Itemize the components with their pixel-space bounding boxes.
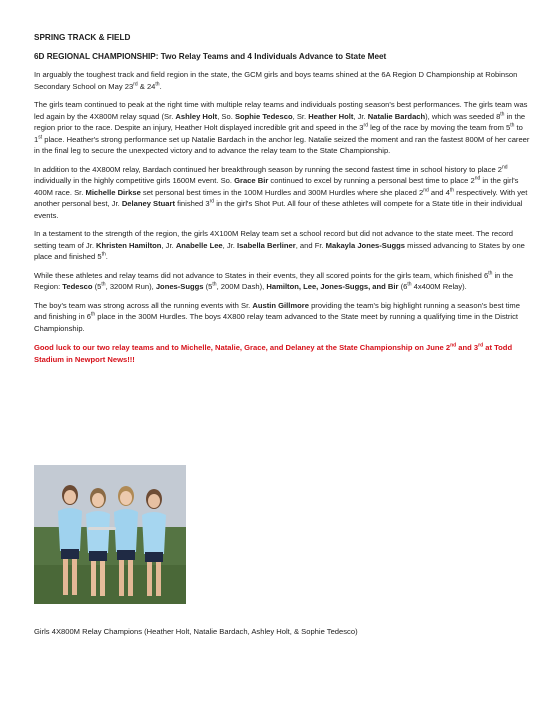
athlete-name: Heather Holt bbox=[308, 111, 354, 121]
athlete-name: Isabella Berliner bbox=[237, 240, 296, 250]
athlete-name: Ashley Holt bbox=[175, 111, 218, 121]
relay-team-photo bbox=[34, 465, 186, 604]
paragraph-girls-relay: The girls team continued to peak at the right time with multiple relay teams and individuals posting season's best performances. The girls team was led again by the 4X800M relay squad (Sr. Ashley Holt, So. Sophie Tedesco, Sr. Heather Holt, Jr. Natalie Bardach), which was seeded 8th in the region prior to the race. Despite an injury, Heather Holt displayed incredible grit and speed in the 3rd leg of the race by moving the team from 5th to 1st place. Heather's strong performance set up Natalie Bardach in the anchor leg. Natalie seized the moment and ran the fastest 800M of her career in the final leg to secure the unexpected victory and to advance the relay team to the State Championship. bbox=[34, 100, 530, 155]
athlete-name: Austin Gillmore bbox=[252, 300, 309, 310]
athlete-name: Jones-Suggs bbox=[155, 282, 204, 291]
athlete-name: Hamilton, Lee, Jones-Suggs, and Bir bbox=[266, 282, 399, 291]
paragraph-individuals: In addition to the 4X800M relay, Bardach continued her breakthrough season by running the second fastest time in school history to place 2nd individually in the highly competitive girls 1600M event. So. Grace Bir continued to excel by running a personal best time to place 2nd in the girl's 400M race. Sr. Michelle Dirkse set personal best times in the 100M Hurdles and 300M Hurdles where she placed 2nd and 4th respectively. With yet another personal best, Jr. Delaney Stuart finished 3rd in the girl's Shot Put. All four of these athletes will compete for a State title in their individual events. bbox=[34, 163, 528, 220]
photo-illustration bbox=[34, 465, 186, 604]
article bbox=[34, 32, 532, 365]
athlete-name: Natalie Bardach bbox=[367, 111, 426, 121]
athlete-name: Sophie Tedesco bbox=[234, 111, 293, 121]
athlete-name: Khristen Hamilton bbox=[96, 240, 162, 250]
athlete-name: Grace Bir bbox=[234, 176, 269, 185]
athlete-name: Anabelle Lee bbox=[175, 240, 223, 250]
paragraph-boys: The boy's team was strong across all the running events with Sr. Austin Gillmore providing the team's big highlight running a season's best time and finishing in 6th place in the 300M Hurdles. The boys 4X800 relay team advanced to the State meet by running a qualifying time in the District Championship. bbox=[34, 300, 520, 333]
paragraph-scorers: While these athletes and relay teams did not advance to States in their events, they all scored points for the girls team, which finished 6th in the Region: Tedesco (5th, 3200M Run), Jones-Suggs (5th, 200M Dash), Hamilton, Lee, Jones-Suggs, and Bir (6th 4x400M Relay). bbox=[34, 269, 514, 291]
good-luck-message: Good luck to our two relay teams and to Michelle, Natalie, Grace, and Delaney at the State Championship on June 2nd and 3rd at Todd Stadium in Newport News!!! bbox=[34, 342, 513, 364]
relay-baton bbox=[88, 527, 116, 530]
athlete-name: Tedesco bbox=[62, 282, 93, 291]
section-title: SPRING TRACK & FIELD bbox=[34, 33, 131, 42]
photo-caption: Girls 4X800M Relay Champions (Heather Holt, Natalie Bardach, Ashley Holt, & Sophie Tedesco) bbox=[34, 627, 358, 636]
athlete-name: Michelle Dirkse bbox=[85, 187, 141, 197]
athlete-name: Delaney Stuart bbox=[121, 199, 175, 208]
athlete-name: Makayla Jones-Suggs bbox=[325, 240, 406, 250]
paragraph-4x100-relay: In a testament to the strength of the region, the girls 4X100M Relay team set a school record but did not advance to the state meet. The record setting team of Jr. Khristen Hamilton, Jr. Anabelle Lee, Jr. Isabella Berliner, and Fr. Makayla Jones-Suggs missed advancing to States by one place and finished 5th. bbox=[34, 229, 525, 261]
paragraph-intro: In arguably the toughest track and field region in the state, the GCM girls and boys teams shined at the 6A Region D Championship at Robinson Secondary School on May 23rd & 24th. bbox=[34, 70, 518, 91]
article-heading: 6D REGIONAL CHAMPIONSHIP: Two Relay Teams and 4 Individuals Advance to State Meet bbox=[34, 52, 387, 61]
